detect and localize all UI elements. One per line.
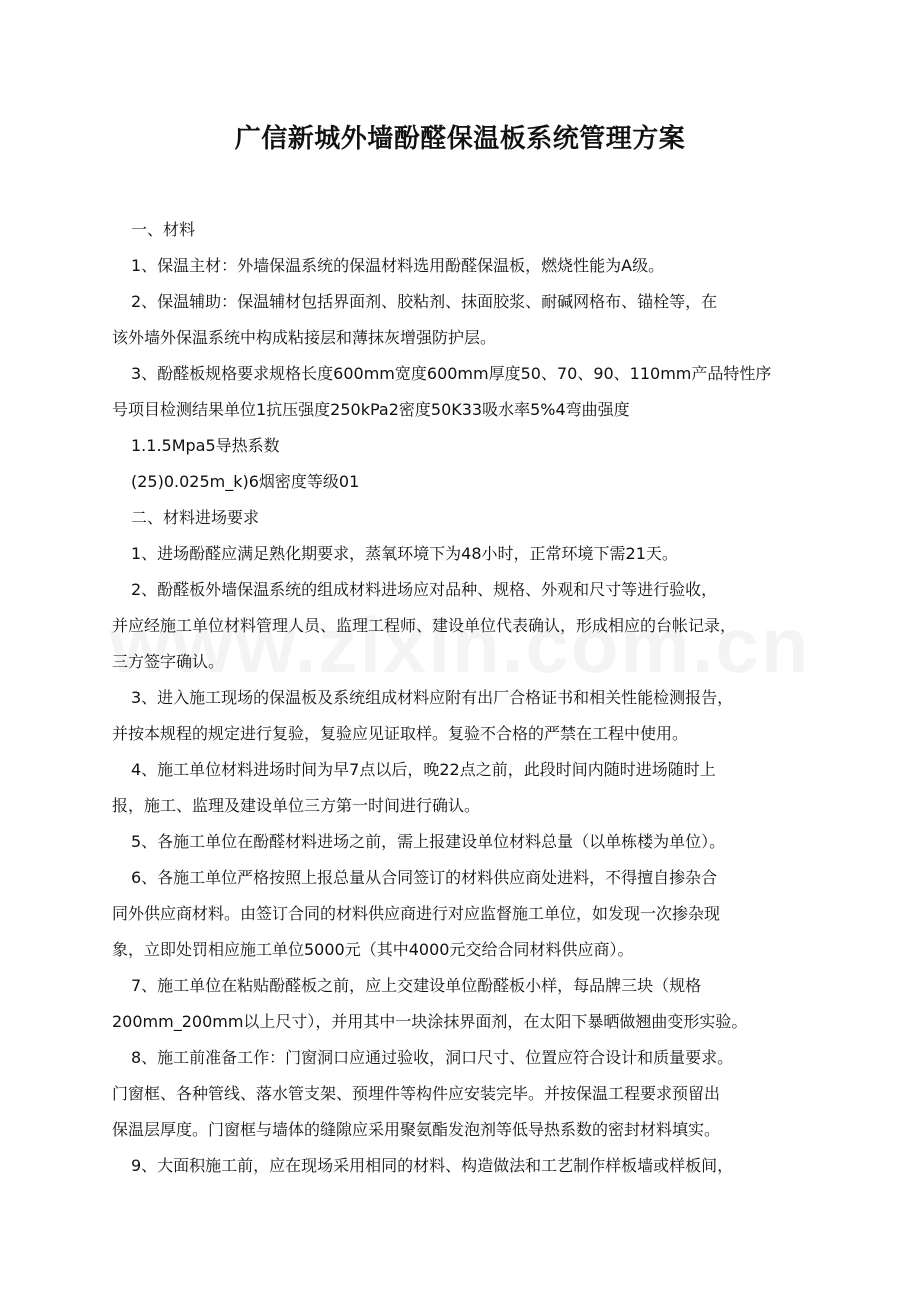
text-line: 9、大面积施工前，应在现场采用相同的材料、构造做法和工艺制作样板墙或样板间， bbox=[131, 1156, 734, 1175]
text-line: 7、施工单位在粘贴酚醛板之前，应上交建设单位酚醛板小样，每品牌三块（规格 bbox=[131, 976, 702, 995]
text-line: 并按本规程的规定进行复验，复验应见证取样。复验不合格的严禁在工程中使用。 bbox=[112, 724, 689, 743]
text-line: 2、酚醛板外墙保温系统的组成材料进场应对品种、规格、外观和尺寸等进行验收， bbox=[131, 580, 718, 599]
document-title: 广信新城外墙酚醛保温板系统管理方案 bbox=[234, 124, 686, 154]
text-line: 1、保温主材：外墙保温系统的保温材料选用酚醛保温板，燃烧性能为A级。 bbox=[131, 256, 665, 275]
text-line: 3、酚醛板规格要求规格长度600mm宽度600mm厚度50、70、90、110mm产品特性序 bbox=[131, 364, 772, 383]
text-line: 2、保温辅助：保温辅材包括界面剂、胶粘剂、抹面胶浆、耐碱网格布、锚栓等，在 bbox=[131, 292, 718, 311]
text-line: 3、进入施工现场的保温板及系统组成材料应附有出厂合格证书和相关性能检测报告， bbox=[131, 688, 734, 707]
text-line: 象，立即处罚相应施工单位5000元（其中4000元交给合同材料供应商）。 bbox=[112, 940, 634, 959]
text-line: 保温层厚度。门窗框与墙体的缝隙应采用聚氨酯发泡剂等低导热系数的密封材料填实。 bbox=[112, 1120, 721, 1139]
text-line: 号项目检测结果单位1抗压强度250kPa2密度50K33吸水率5%4弯曲强度 bbox=[112, 400, 630, 419]
text-line: 门窗框、各种管线、落水管支架、预埋件等构件应安装完毕。并按保温工程要求预留出 bbox=[112, 1084, 721, 1103]
text-line: 5、各施工单位在酚醛材料进场之前，需上报建设单位材料总量（以单栋楼为单位）。 bbox=[131, 832, 726, 851]
text-line: 同外供应商材料。由签订合同的材料供应商进行对应监督施工单位，如发现一次掺杂现 bbox=[112, 904, 721, 923]
text-line: 该外墙外保温系统中构成粘接层和薄抹灰增强防护层。 bbox=[112, 328, 497, 347]
text-line: 200mm_200mm以上尺寸），并用其中一块涂抹界面剂，在太阳下暴晒做翘曲变形实验。 bbox=[112, 1012, 748, 1031]
text-line: 报，施工、监理及建设单位三方第一时间进行确认。 bbox=[112, 796, 481, 815]
text-line: 1.1.5Mpa5导热系数 bbox=[131, 436, 280, 455]
text-line: 二、材料进场要求 bbox=[131, 508, 260, 527]
text-line: 一、材料 bbox=[131, 220, 196, 239]
text-line: (25)0.025m_k)6烟密度等级01 bbox=[131, 472, 360, 491]
text-line: 1、进场酚醛应满足熟化期要求，蒸氧环境下为48小时，正常环境下需21天。 bbox=[131, 544, 678, 563]
text-line: 6、各施工单位严格按照上报总量从合同签订的材料供应商处进料，不得擅自掺杂合 bbox=[131, 868, 718, 887]
document-body bbox=[112, 212, 824, 1184]
text-line: 4、施工单位材料进场时间为早7点以后，晚22点之前，此段时间内随时进场随时上 bbox=[131, 760, 716, 779]
text-line: 三方签字确认。 bbox=[112, 652, 225, 671]
text-line: 并应经施工单位材料管理人员、监理工程师、建设单位代表确认，形成相应的台帐记录， bbox=[112, 616, 737, 635]
text-line: 8、施工前准备工作：门窗洞口应通过验收，洞口尺寸、位置应符合设计和质量要求。 bbox=[131, 1048, 734, 1067]
